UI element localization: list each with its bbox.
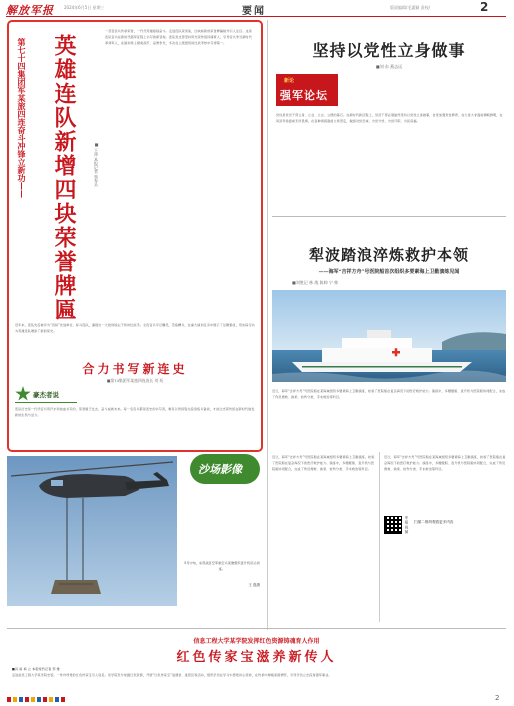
bottom-article-byline: ■冯 雨 杨 立 本报特约记者 邹 维 <box>12 667 60 671</box>
left-article-byline: ■ 王冲 本报记者 蔡寿兵 <box>94 142 99 187</box>
top-article-body: 党性是党员干部立身、立业、立言、立德的基石。在新时代新征程上，党员干部必须始终坚持以党性立身做事，自觉加强党性修养，在大是大非面前旗帜鲜明，在风浪考验面前无所畏惧，在各种诱惑面前立场坚定，做到对党忠诚、为党分忧、为党尽职、为民造福。 <box>276 113 503 124</box>
middle-column-text: 近日，海军“吉祥方舟”号医院船在某海域组织多要素海上卫勤演练，检验了医院船在复杂海况下的医疗救护能力。演练中，多艘舰船、直升机与医院船协同配合，完成了伤员搜救、换乘、检伤分类、手术救治等科目。 <box>272 455 375 472</box>
masthead-rule <box>6 16 506 17</box>
photo-badge <box>190 454 260 484</box>
left-sub-byline: ■第74集团军某旅四连连长 刘 珩 <box>106 378 164 383</box>
right-column-text: 近日，海军“吉祥方舟”号医院船在某海域组织多要素海上卫勤演练，检验了医院船在复杂海况下的医疗救护能力。演练中，多艘舰船、直升机与医院船协同配合，完成了伤员搜救、换乘、检伤分类、手术救治等科目。 <box>384 455 506 472</box>
photo-credit: 王 磊摄 <box>248 583 260 587</box>
hospital-ship-photo <box>272 290 506 382</box>
left-sub-title: 合力书写新连史 <box>82 362 188 376</box>
ship-article-byline: ■刘胜记 林 战 陈帅 宁 帅 <box>292 280 339 285</box>
forum-badge-label: 强军论坛 <box>280 89 328 102</box>
scan-label: 扫描二维码观看更多内容 <box>414 520 454 524</box>
footer-color-strip <box>7 697 67 702</box>
bottom-article-body: 走进信息工程大学某学院史馆，一件件珍贵的红色传家宝引人驻足。该学院充分挖掘红色资源，开展“红色传家宝”进课堂、进营区等活动，组织学员在学习中感悟初心使命，在传承中厚植家国情怀，引导学员立志投身强军事业。 <box>12 673 332 677</box>
star-icon <box>15 386 31 402</box>
helicopter-photo <box>7 456 177 606</box>
top-article-headline: 坚持以党性立身做事 <box>312 41 466 60</box>
masthead-page-number: 2 <box>480 0 489 14</box>
footer-page-number: 2 <box>495 694 500 702</box>
bottom-article-headline: 红色传家宝滋养新传人 <box>176 650 337 665</box>
forum-badge <box>276 74 338 106</box>
masthead-editor: 版面编辑/毛惠颖 责校/ <box>390 5 430 10</box>
ship-article-headline: 犁波踏浪淬炼救护本领 <box>308 246 469 264</box>
qr-label: 军 报 视 频 <box>405 516 409 534</box>
masthead-section: 要闻 <box>242 6 266 17</box>
bottom-article-kicker: 信息工程大学某学院发挥红色资源铸魂育人作用 <box>193 638 320 645</box>
masthead-date: 2024年6月5日 星期三 <box>64 5 105 10</box>
left-article-body-bottom: 近年来，连队先后被评为“四铁”先进单位、标兵连队，涌现出一大批训练尖子和岗位能手。全连官兵牢记嘱托，苦练精兵，在重大演训任务中展示了过硬素质，用实际行动为英雄连队增添了新的荣光。 <box>15 323 255 334</box>
left-article-headline: 英雄连队新增四块荣誉牌匾 <box>51 34 77 322</box>
photo-caption: 5月中旬，东部战区空军航空兵某旅组织直升机吊运训练。 <box>184 561 260 572</box>
commentary-body: 连队历史是一代代官兵用汗水和热血书写的，荣誉属于过去，奋斗成就未来。每一名官兵都是连史的书写者，唯有以昂扬姿态投身练兵备战，才能让光荣传统在新时代焕发新的生机与活力。 <box>15 407 255 418</box>
qr-code[interactable] <box>384 516 402 534</box>
left-article-frame <box>7 20 263 452</box>
ship-article-body: 近日，海军“吉祥方舟”号医院船在某海域组织多要素海上卫勤演练，检验了医院船在复杂海况下的医疗救护能力。演练中，多艘舰船、直升机与医院船协同配合，完成了伤员搜救、换乘、检伤分类、手术救治等科目。 <box>272 389 506 400</box>
top-article-byline: ■刘 东 燕志远 <box>375 64 403 69</box>
left-article-kicker: 第七十四集团军某旅四连奋斗冲锋立新功—— <box>17 38 27 198</box>
left-article-body-top: 一茬茬官兵传承荣誉，一代代英雄接续奋斗。走进连队荣誉室，四块崭新的荣誉牌匾格外引人注目。这是连队官兵在新时代强军征程上书写的新答卷。连队党支部坚持用光荣传统铸魂育人，引导官兵争当新时代革命军人，在演训场上摸爬滚打、奋勇争先，多次在上级组织的比武考核中夺得第一。 <box>105 29 252 46</box>
commentary-badge <box>15 388 77 402</box>
photo-badge-label: 沙场影像 <box>198 463 242 476</box>
masthead-logo: 解放军报 <box>6 4 54 17</box>
forum-badge-new: 新论 <box>284 78 295 84</box>
commentary-badge-label: 豪杰者说 <box>33 391 59 399</box>
ship-article-subtitle: ——海军“吉祥方舟”号医院船首次组织多要素海上卫勤演练见闻 <box>318 269 460 275</box>
